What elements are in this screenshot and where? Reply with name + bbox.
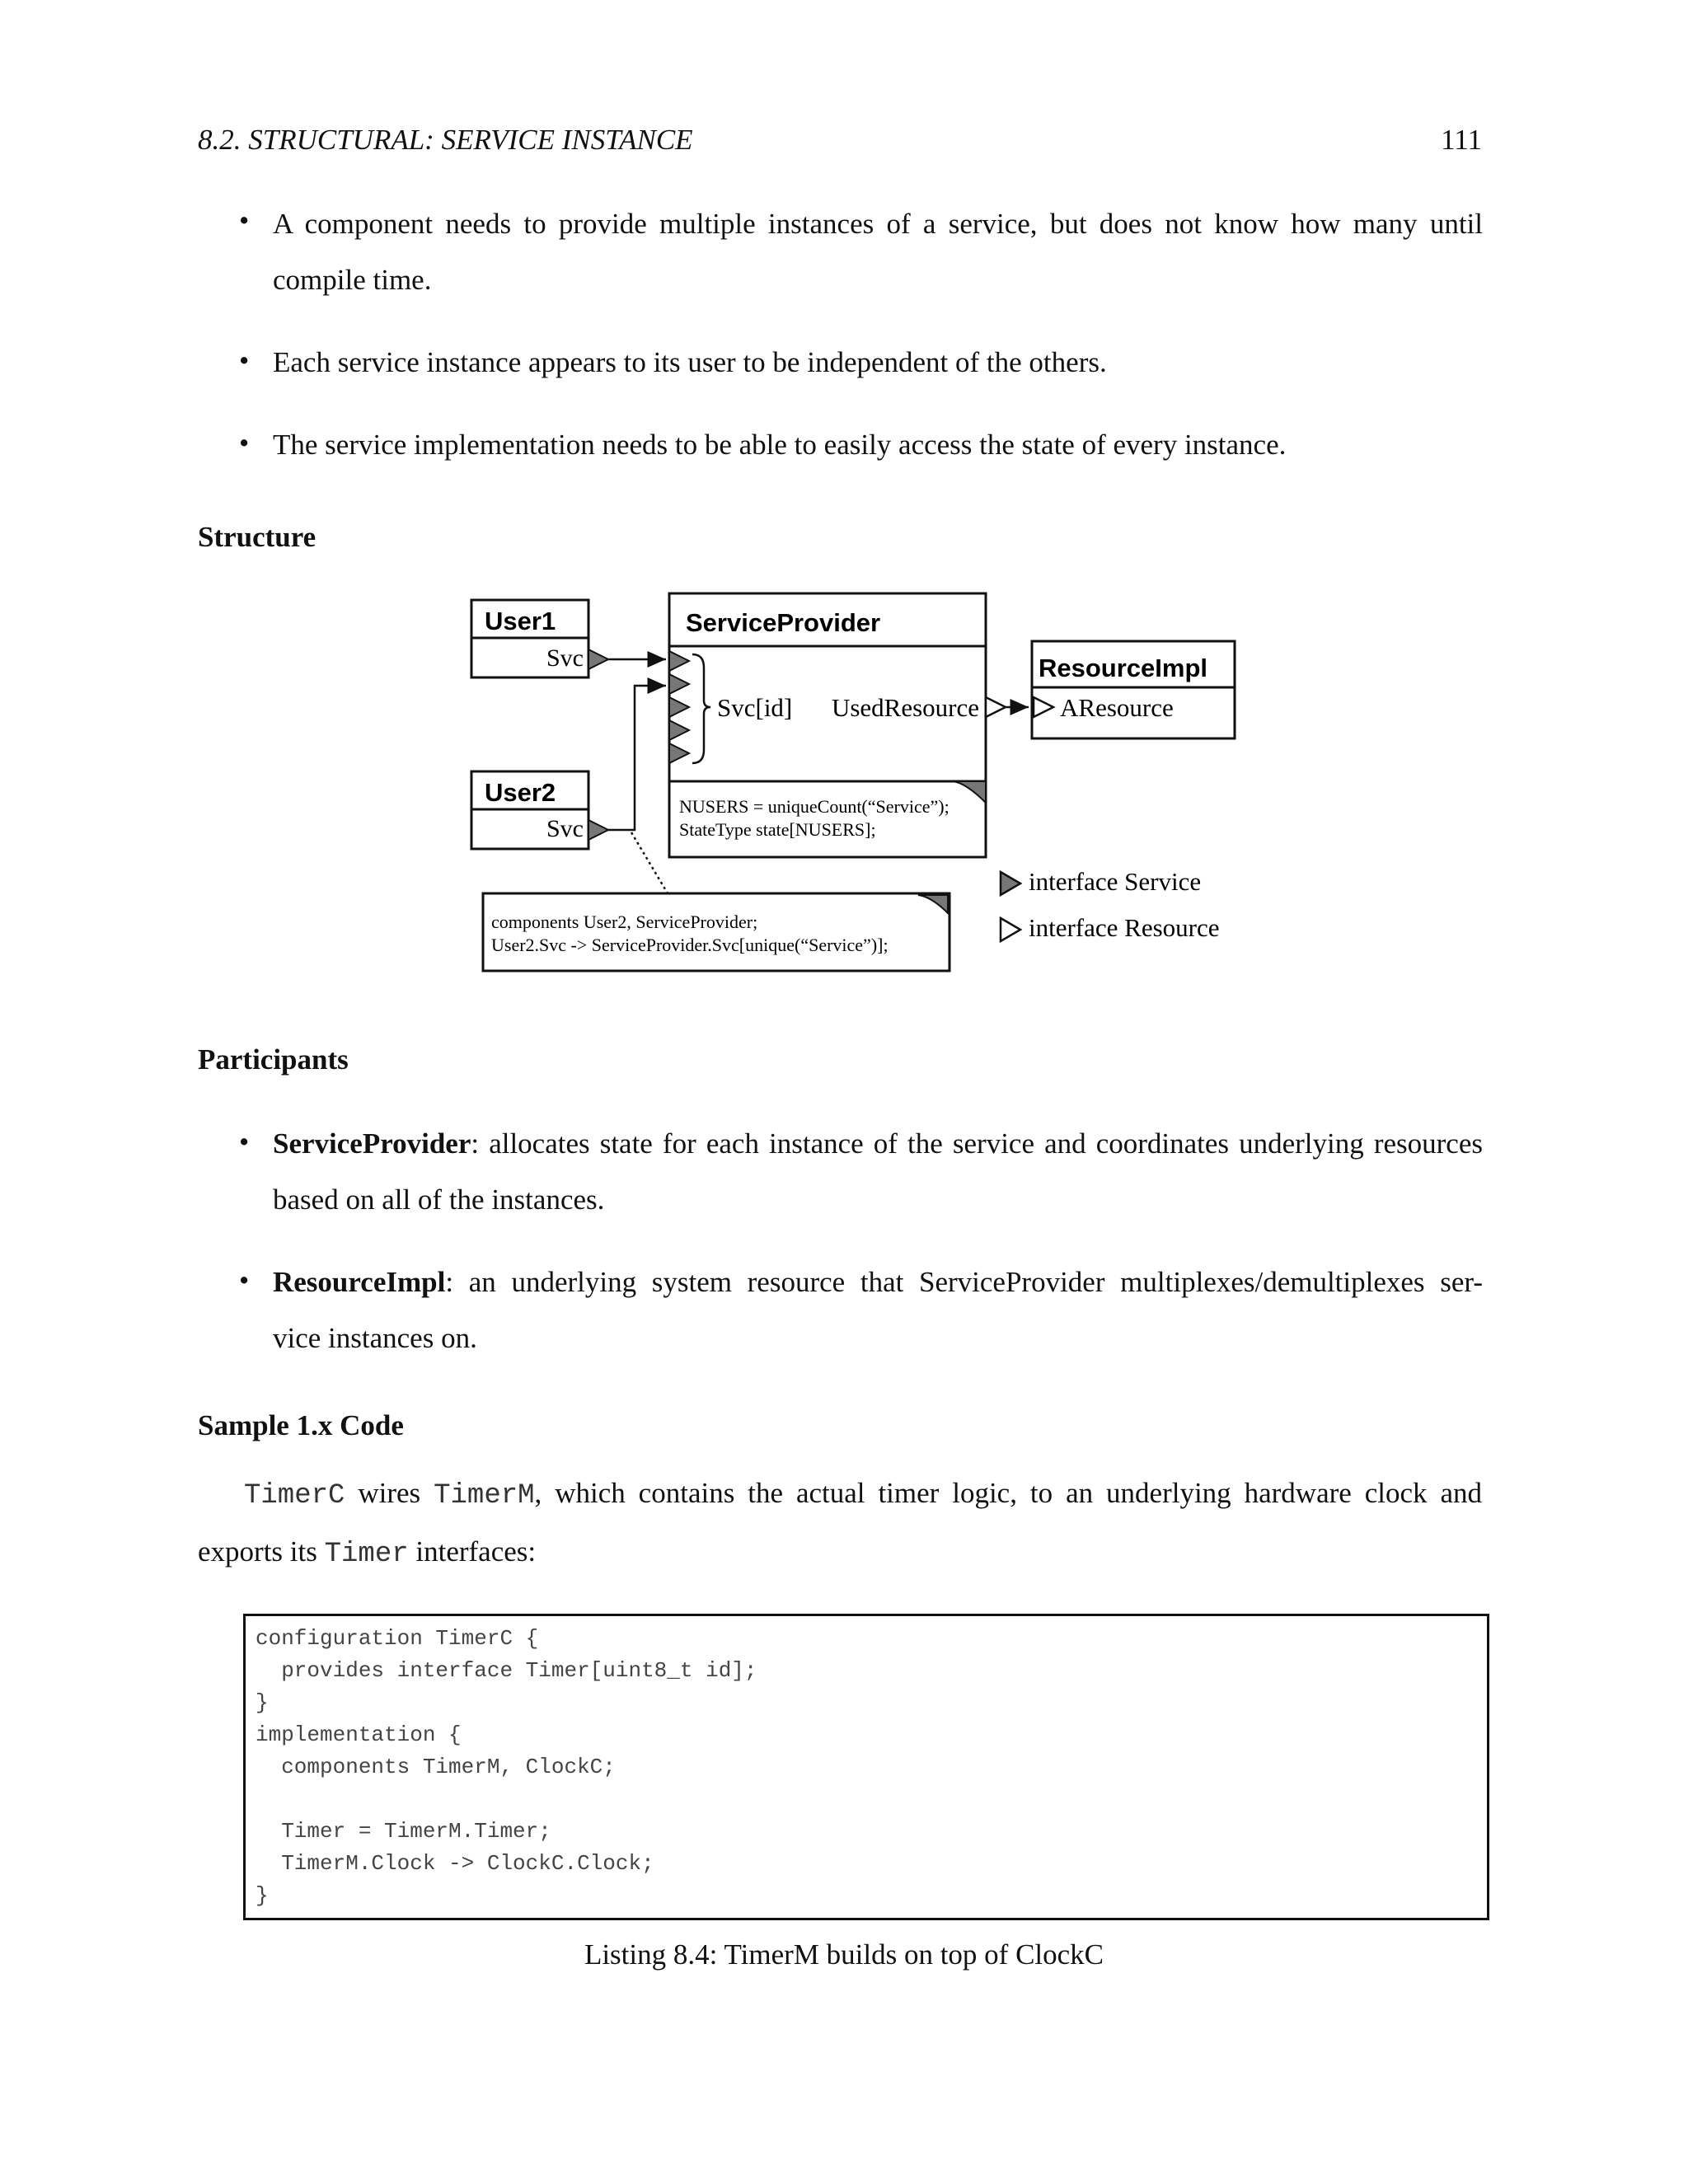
filled-triangle-icon [1001,872,1020,895]
resource-impl-title: ResourceImpl [1039,654,1208,682]
provider-note-line1: NUSERS = uniqueCount(“Service”); [679,796,950,817]
code-line: } [256,1690,269,1715]
wiring-note-line2: User2.Svc -> ServiceProvider.Svc[unique(“Service”)]; [491,935,889,955]
bullet-icon: • [239,204,250,237]
provider-port-right: UsedResource [831,693,979,722]
sample-paragraph: TimerC wires TimerM, which contains the actual timer logic, to an underlying hardware clock and exports its Timer interfaces: [198,1477,1482,1570]
code-line: configuration TimerC { [256,1626,539,1651]
list-item: ResourceImpl: an underlying system resource that ServiceProvider multiplexes/demultiplexes ser- vice instances on. [273,1266,1483,1354]
user2-port: Svc [546,815,584,842]
code-line: } [256,1883,269,1908]
legend [1001,867,1220,942]
structure-heading: Structure [198,521,316,553]
service-provider-box [669,593,1006,857]
listing-caption: Listing 8.4: TimerM builds on top of ClockC [584,1938,1104,1971]
resource-interface-icon [986,697,1006,717]
list-item: Each service instance appears to its user to be independent of the others. [273,346,1107,378]
sample-heading: Sample 1.x Code [198,1409,404,1441]
bullet-icon: • [239,344,250,377]
code-listing [243,1614,1489,1920]
code-line: provides interface Timer[uint8_t id]; [256,1658,757,1683]
wiring-note-line1: components User2, ServiceProvider; [491,912,758,932]
service-interface-icon [588,820,608,840]
code-line: implementation { [256,1722,462,1747]
section-title: 8.2. STRUCTURAL: SERVICE INSTANCE [198,124,693,156]
legend-service: interface Service [1029,867,1202,896]
list-item: The service implementation needs to be able to easily access the state of every instance. [273,429,1287,461]
legend-resource: interface Resource [1029,913,1220,942]
provider-note-line2: StateType state[NUSERS]; [679,819,876,840]
participants-heading: Participants [198,1043,349,1076]
hollow-triangle-icon [1001,918,1020,941]
bullet-icon: • [239,427,250,459]
note-link [631,832,668,893]
code-line: TimerM.Clock -> ClockC.Clock; [256,1851,654,1876]
list-item: A component needs to provide multiple instances of a service, but does not know how many until compile time. [273,208,1483,296]
page-header [198,124,1482,165]
service-interface-icon [588,649,608,669]
user1-box [471,600,608,677]
user2-title: User2 [485,778,556,807]
structure-diagram [462,585,1253,997]
page-number: 111 [1441,124,1482,156]
participant-term: ServiceProvider [273,1127,471,1160]
user2-connector [608,686,666,830]
provider-port-left: Svc[id] [717,693,793,722]
resource-impl-box [1032,641,1235,738]
bullet-icon: • [239,1264,250,1296]
list-item: ServiceProvider: allocates state for each instance of the service and coordinates underlying resources based on all of the instances. [273,1127,1483,1216]
code-line: Timer = TimerM.Timer; [256,1819,551,1844]
participant-term: ResourceImpl [273,1266,446,1298]
resource-impl-port: AResource [1060,693,1174,722]
user1-title: User1 [485,607,556,635]
code-line: components TimerM, ClockC; [256,1755,616,1779]
user1-port: Svc [546,644,584,672]
wiring-note-box [483,893,950,971]
service-provider-title: ServiceProvider [686,608,881,637]
bullet-icon: • [239,1126,250,1158]
user2-box [471,771,608,849]
